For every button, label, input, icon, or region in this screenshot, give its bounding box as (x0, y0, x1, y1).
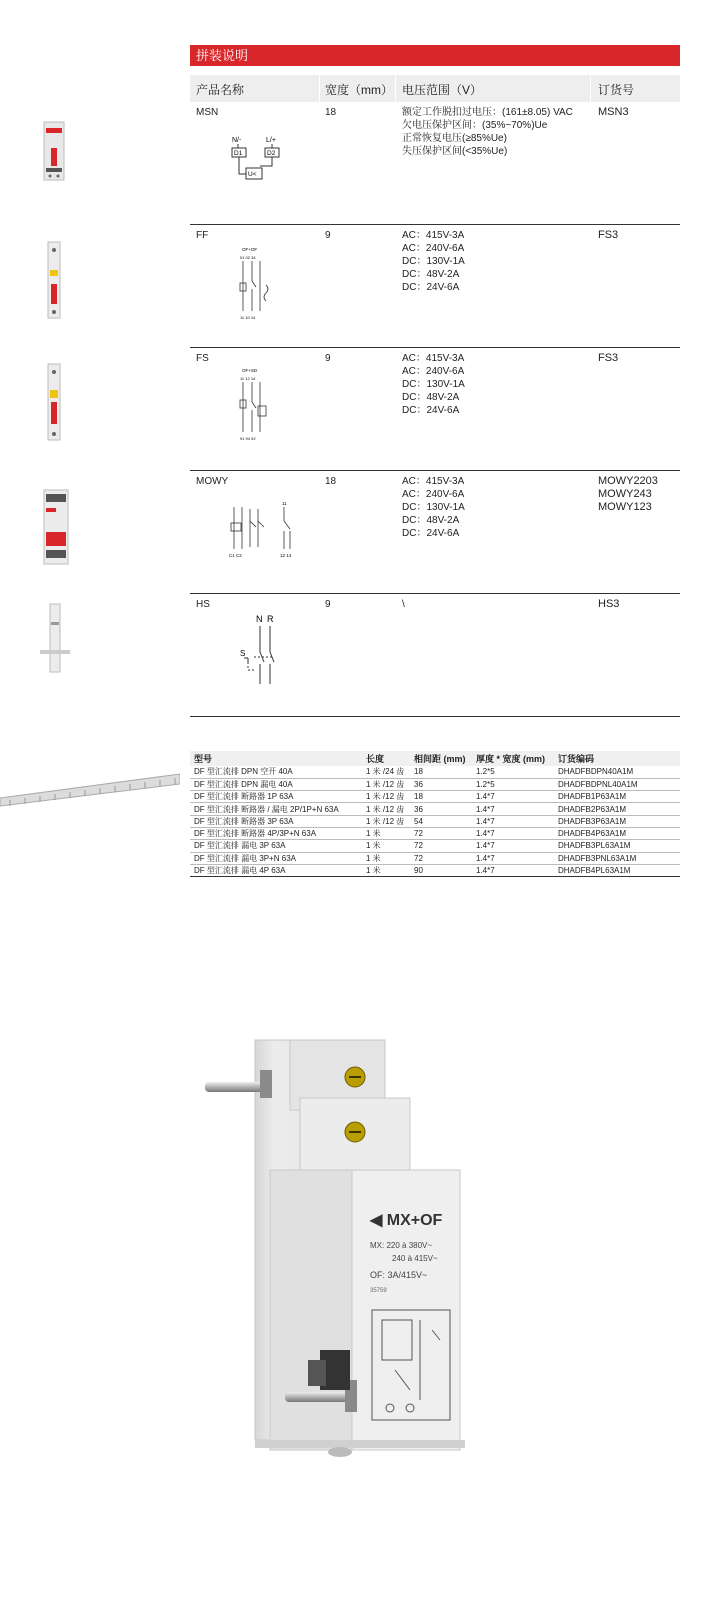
voltage-line: DC：24V-6A (402, 282, 460, 293)
cell: DF 型汇流排 DPN 漏电 40A (190, 778, 362, 790)
product-width: 9 (325, 230, 331, 241)
cell: DF 型汇流排 漏电 4P 63A (190, 864, 362, 876)
cell: 1 米 /24 齿 (362, 766, 410, 778)
product-name: MSN (196, 107, 219, 118)
schem-top-nums: 01 02 34 (240, 255, 256, 260)
voltage-line: AC：240V-6A (402, 366, 465, 377)
schem-label-l: L/+ (266, 137, 276, 144)
schem-top-num: 11 (282, 501, 287, 506)
schem-box-d2: D2 (267, 150, 276, 157)
header-voltage: 电压范围（V） (402, 83, 483, 97)
schem-bottom-left: C1 C2 (229, 553, 242, 558)
header-thickness: 厚度 * 宽度 (mm) (472, 751, 554, 766)
cell: 1 米 /12 齿 (362, 803, 410, 815)
schem-top-nums: 11 12 14 (240, 376, 256, 381)
cell: 18 (410, 766, 472, 778)
schem-label: OF+OF (242, 247, 258, 252)
spec-row-msn (190, 102, 680, 225)
cell: 1.4*7 (472, 803, 554, 815)
spec-row-fs (190, 348, 680, 471)
cell: 1 米 (362, 864, 410, 876)
voltage-range (402, 229, 592, 294)
schem-bottom-nums: 91 94 92 (240, 436, 256, 441)
mowy-wiring-schematic (228, 497, 298, 563)
product-name: HS (196, 599, 210, 610)
schem-box-u: U< (248, 171, 257, 178)
cell: DHADFB2P63A1M (554, 803, 680, 815)
cell: DF 型汇流排 漏电 3P 63A (190, 840, 362, 852)
table-row (190, 864, 680, 876)
cell: DHADFB1P63A1M (554, 791, 680, 803)
cell: 1.4*7 (472, 840, 554, 852)
header-product-name: 产品名称 (196, 83, 245, 97)
schem-bottom-right: 12 14 (280, 553, 292, 558)
voltage-line: AC：240V-6A (402, 489, 465, 500)
busbar-thumbnail (0, 770, 180, 808)
msn-wiring-schematic (230, 134, 290, 186)
voltage-line: AC：415V-3A (402, 353, 465, 364)
voltage-line: DC：130V-1A (402, 379, 465, 390)
cell: DHADFBDPN40A1M (554, 766, 680, 778)
schem-label: OF+SD (242, 368, 258, 373)
cell: 36 (410, 803, 472, 815)
accessory-spec-table (190, 75, 680, 717)
cell: 36 (410, 778, 472, 790)
cell: DF 型汇流排 断路器 1P 63A (190, 791, 362, 803)
busbar-table-header (190, 751, 680, 766)
voltage-line: AC：415V-3A (402, 230, 465, 241)
header-width: 宽度（mm） (325, 83, 393, 97)
busbar-spec-table (190, 751, 680, 877)
hs-product-thumbnail (38, 602, 72, 674)
fs-product-thumbnail (40, 362, 68, 442)
voltage-line: DC：130V-1A (402, 256, 465, 267)
photo-label-main: ◀ MX+OF (370, 1212, 443, 1229)
table-row (190, 852, 680, 864)
table-row (190, 766, 680, 778)
order-code: FS3 (598, 229, 619, 241)
spec-table-header (190, 75, 680, 102)
cell: DHADFBDPNL40A1M (554, 778, 680, 790)
order-number (598, 352, 618, 365)
cell: 1 米 (362, 852, 410, 864)
voltage-range (402, 598, 592, 611)
voltage-line: 额定工作脱扣过电压：(161±8.05) VAC (402, 107, 573, 118)
cell: DHADFB3PNL63A1M (554, 852, 680, 864)
order-number (598, 598, 619, 611)
photo-label-mx-2: 240 à 415V~ (392, 1254, 438, 1263)
cell: 1 米 /12 齿 (362, 778, 410, 790)
cell: 1.4*7 (472, 791, 554, 803)
cell: DF 型汇流排 断路器 3P 63A (190, 815, 362, 827)
order-code: FS3 (598, 352, 619, 364)
order-number (598, 106, 629, 119)
cell: 1.4*7 (472, 864, 554, 876)
schem-label-s: S (240, 649, 246, 658)
header-order-no: 订货号 (598, 83, 635, 97)
table-row (190, 815, 680, 827)
product-name: FF (196, 230, 209, 241)
voltage-line: AC：415V-3A (402, 476, 465, 487)
table-row (190, 840, 680, 852)
ff-product-thumbnail (40, 240, 68, 320)
table-row (190, 791, 680, 803)
schem-label-n: N (256, 614, 263, 624)
voltage-line: DC：24V-6A (402, 528, 460, 539)
cell: DHADFB3PL63A1M (554, 840, 680, 852)
cell: 1 米 /12 齿 (362, 791, 410, 803)
header-pitch: 相间距 (mm) (410, 751, 472, 766)
table-row (190, 778, 680, 790)
cell: 18 (410, 791, 472, 803)
cell: DF 型汇流排 漏电 3P+N 63A (190, 852, 362, 864)
mowy-product-thumbnail (40, 488, 72, 566)
spec-row-ff (190, 225, 680, 348)
section-title-bar (190, 45, 680, 66)
order-code: MSN3 (598, 106, 629, 118)
product-name: MOWY (196, 476, 229, 487)
voltage-line: DC：130V-1A (402, 502, 465, 513)
section-title: 拼装说明 (196, 48, 249, 63)
cell: 54 (410, 815, 472, 827)
voltage-line: DC：24V-6A (402, 405, 460, 416)
product-width: 18 (325, 107, 337, 118)
cell: 72 (410, 840, 472, 852)
cell: 1 米 (362, 827, 410, 839)
voltage-line: 失压保护区间(<35%Ue) (402, 146, 508, 157)
voltage-line: AC：240V-6A (402, 243, 465, 254)
order-code: MOWY2203 (598, 475, 658, 487)
voltage-line: 正常恢复电压(≥85%Ue) (402, 133, 507, 144)
spec-row-hs (190, 594, 680, 717)
cell: 1.2*5 (472, 766, 554, 778)
product-name: FS (196, 353, 209, 364)
table-row (190, 827, 680, 839)
order-code: MOWY123 (598, 501, 652, 513)
schem-label-r: R (267, 614, 274, 624)
photo-label-code: 35759 (370, 1288, 387, 1294)
product-width: 9 (325, 353, 331, 364)
product-width: 9 (325, 599, 331, 610)
table-row (190, 803, 680, 815)
header-length: 长度 (362, 751, 410, 766)
header-model: 型号 (190, 751, 362, 766)
voltage-line: DC：48V-2A (402, 392, 460, 403)
schem-label-n: N/- (232, 137, 242, 144)
cell: DHADFB4P63A1M (554, 827, 680, 839)
schem-box-d1: D1 (234, 150, 243, 157)
voltage-range (402, 352, 592, 417)
cell: 1 米 /12 齿 (362, 815, 410, 827)
spec-row-mowy (190, 471, 680, 594)
cell: DF 型汇流排 断路器 / 漏电 2P/1P+N 63A (190, 803, 362, 815)
order-number (598, 229, 618, 242)
mx-of-product-photo (150, 1020, 580, 1590)
schem-bottom-nums: 11 10 14 (240, 315, 256, 320)
voltage-line: \ (402, 599, 405, 610)
msn-product-thumbnail (40, 120, 68, 182)
order-number (598, 475, 658, 514)
cell: DF 型汇流排 断路器 4P/3P+N 63A (190, 827, 362, 839)
header-order-code: 订货编码 (554, 751, 680, 766)
photo-label-of: OF: 3A/415V~ (370, 1270, 428, 1280)
photo-label-mx: MX: 220 à 380V~ (370, 1241, 433, 1250)
voltage-range (402, 475, 592, 540)
cell: 72 (410, 827, 472, 839)
fs-wiring-schematic (238, 366, 278, 446)
voltage-range (402, 106, 592, 158)
cell: 1.4*7 (472, 852, 554, 864)
hs-wiring-schematic (234, 612, 284, 688)
product-width: 18 (325, 476, 337, 487)
order-code: HS3 (598, 598, 620, 610)
cell: 1.4*7 (472, 815, 554, 827)
cell: DHADFB4PL63A1M (554, 864, 680, 876)
cell: 1 米 (362, 840, 410, 852)
cell: 1.4*7 (472, 827, 554, 839)
cell: 90 (410, 864, 472, 876)
cell: 1.2*5 (472, 778, 554, 790)
voltage-line: DC：48V-2A (402, 269, 460, 280)
ff-wiring-schematic (238, 245, 278, 325)
cell: DHADFB3P63A1M (554, 815, 680, 827)
cell: DF 型汇流排 DPN 空开 40A (190, 766, 362, 778)
cell: 72 (410, 852, 472, 864)
voltage-line: DC：48V-2A (402, 515, 460, 526)
order-code: MOWY243 (598, 488, 652, 500)
voltage-line: 欠电压保护区间：(35%~70%)Ue (402, 120, 548, 131)
